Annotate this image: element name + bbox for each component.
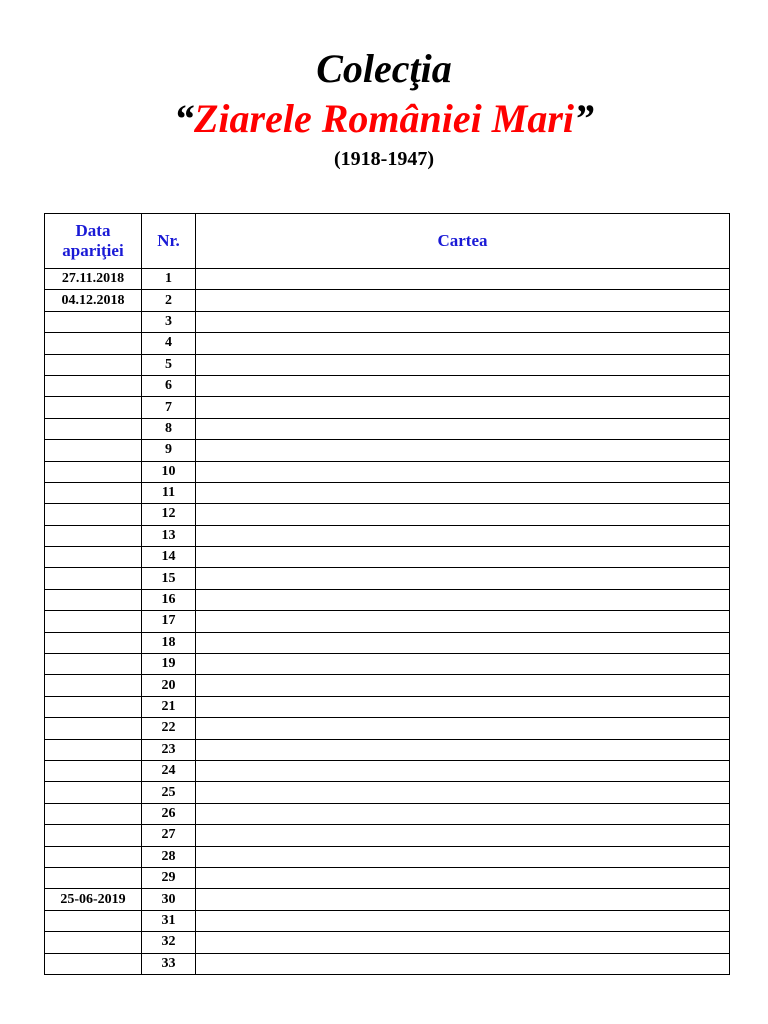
date-cell [45, 718, 142, 739]
years-range: (1918-1947) [334, 148, 434, 170]
number-cell: 24 [142, 760, 196, 781]
table-row [45, 910, 730, 931]
table-row [45, 482, 730, 503]
number-cell: 16 [142, 589, 196, 610]
number-cell: 15 [142, 568, 196, 589]
number-cell: 20 [142, 675, 196, 696]
number-cell: 4 [142, 333, 196, 354]
table-row [45, 867, 730, 888]
number-cell: 28 [142, 846, 196, 867]
number-cell: 14 [142, 547, 196, 568]
collection-table [44, 213, 730, 975]
book-cell [196, 782, 730, 803]
number-cell: 25 [142, 782, 196, 803]
header-book: Cartea [196, 214, 730, 269]
date-cell [45, 354, 142, 375]
book-cell [196, 290, 730, 311]
book-cell [196, 397, 730, 418]
date-cell [45, 568, 142, 589]
table-row [45, 504, 730, 525]
table-row [45, 461, 730, 482]
number-cell: 18 [142, 632, 196, 653]
number-cell: 29 [142, 867, 196, 888]
quote-open: “ [174, 96, 194, 141]
number-cell: 23 [142, 739, 196, 760]
book-cell [196, 654, 730, 675]
table-row [45, 760, 730, 781]
table-row [45, 718, 730, 739]
date-cell [45, 846, 142, 867]
book-cell [196, 675, 730, 696]
collection-name: Ziarele României Mari [194, 96, 574, 141]
book-cell [196, 932, 730, 953]
table-row [45, 568, 730, 589]
date-cell [45, 696, 142, 717]
date-cell: 25-06-2019 [45, 889, 142, 910]
table-row [45, 953, 730, 974]
date-cell [45, 375, 142, 396]
book-cell [196, 333, 730, 354]
book-cell [196, 440, 730, 461]
book-cell [196, 803, 730, 824]
number-cell: 32 [142, 932, 196, 953]
table-row [45, 440, 730, 461]
date-cell [45, 675, 142, 696]
number-cell: 10 [142, 461, 196, 482]
number-cell: 13 [142, 525, 196, 546]
number-cell: 11 [142, 482, 196, 503]
book-cell [196, 482, 730, 503]
number-cell: 21 [142, 696, 196, 717]
date-cell [45, 654, 142, 675]
date-cell: 27.11.2018 [45, 269, 142, 290]
date-cell [45, 611, 142, 632]
date-cell [45, 803, 142, 824]
quote-close: ” [574, 96, 594, 141]
collection-subtitle [0, 94, 768, 144]
book-cell [196, 504, 730, 525]
number-cell: 22 [142, 718, 196, 739]
date-cell: 04.12.2018 [45, 290, 142, 311]
table-row [45, 825, 730, 846]
table-row [45, 375, 730, 396]
book-cell [196, 696, 730, 717]
number-cell: 6 [142, 375, 196, 396]
book-cell [196, 825, 730, 846]
header-nr: Nr. [142, 214, 196, 269]
date-cell [45, 782, 142, 803]
number-cell: 3 [142, 311, 196, 332]
number-cell: 33 [142, 953, 196, 974]
book-cell [196, 632, 730, 653]
book-cell [196, 611, 730, 632]
number-cell: 12 [142, 504, 196, 525]
book-cell [196, 589, 730, 610]
date-cell [45, 311, 142, 332]
book-cell [196, 867, 730, 888]
number-cell: 8 [142, 418, 196, 439]
date-cell [45, 461, 142, 482]
number-cell: 19 [142, 654, 196, 675]
book-cell [196, 910, 730, 931]
date-cell [45, 589, 142, 610]
number-cell: 1 [142, 269, 196, 290]
table-row [45, 782, 730, 803]
date-cell [45, 397, 142, 418]
date-cell [45, 825, 142, 846]
number-cell: 17 [142, 611, 196, 632]
book-cell [196, 760, 730, 781]
table-row [45, 846, 730, 867]
book-cell [196, 547, 730, 568]
table-row [45, 611, 730, 632]
table-row [45, 696, 730, 717]
header-date: Data apariţiei [45, 214, 142, 269]
date-cell [45, 547, 142, 568]
book-cell [196, 568, 730, 589]
table-row [45, 290, 730, 311]
table-row [45, 654, 730, 675]
book-cell [196, 375, 730, 396]
book-cell [196, 461, 730, 482]
table-row [45, 589, 730, 610]
number-cell: 31 [142, 910, 196, 931]
date-cell [45, 504, 142, 525]
date-cell [45, 440, 142, 461]
number-cell: 7 [142, 397, 196, 418]
table-row [45, 889, 730, 910]
date-cell [45, 760, 142, 781]
book-cell [196, 889, 730, 910]
book-cell [196, 269, 730, 290]
date-cell [45, 867, 142, 888]
date-cell [45, 525, 142, 546]
table-row [45, 547, 730, 568]
book-cell [196, 418, 730, 439]
date-cell [45, 953, 142, 974]
date-cell [45, 333, 142, 354]
date-cell [45, 482, 142, 503]
number-cell: 26 [142, 803, 196, 824]
book-cell [196, 354, 730, 375]
page-title: Colecţia [316, 46, 452, 91]
table-row [45, 311, 730, 332]
book-cell [196, 953, 730, 974]
date-cell [45, 910, 142, 931]
book-cell [196, 718, 730, 739]
table-row [45, 675, 730, 696]
book-cell [196, 846, 730, 867]
table-row [45, 418, 730, 439]
table-body [45, 269, 730, 975]
book-cell [196, 739, 730, 760]
table-row [45, 397, 730, 418]
table-row [45, 739, 730, 760]
number-cell: 9 [142, 440, 196, 461]
date-cell [45, 632, 142, 653]
table-row [45, 525, 730, 546]
number-cell: 2 [142, 290, 196, 311]
date-cell [45, 418, 142, 439]
table-row [45, 803, 730, 824]
book-cell [196, 525, 730, 546]
table-row [45, 632, 730, 653]
date-cell [45, 932, 142, 953]
table-row [45, 354, 730, 375]
number-cell: 30 [142, 889, 196, 910]
table-header-row [45, 214, 730, 269]
book-cell [196, 311, 730, 332]
number-cell: 27 [142, 825, 196, 846]
title-block [0, 44, 768, 172]
table-row [45, 269, 730, 290]
table-row [45, 932, 730, 953]
date-cell [45, 739, 142, 760]
number-cell: 5 [142, 354, 196, 375]
table-row [45, 333, 730, 354]
